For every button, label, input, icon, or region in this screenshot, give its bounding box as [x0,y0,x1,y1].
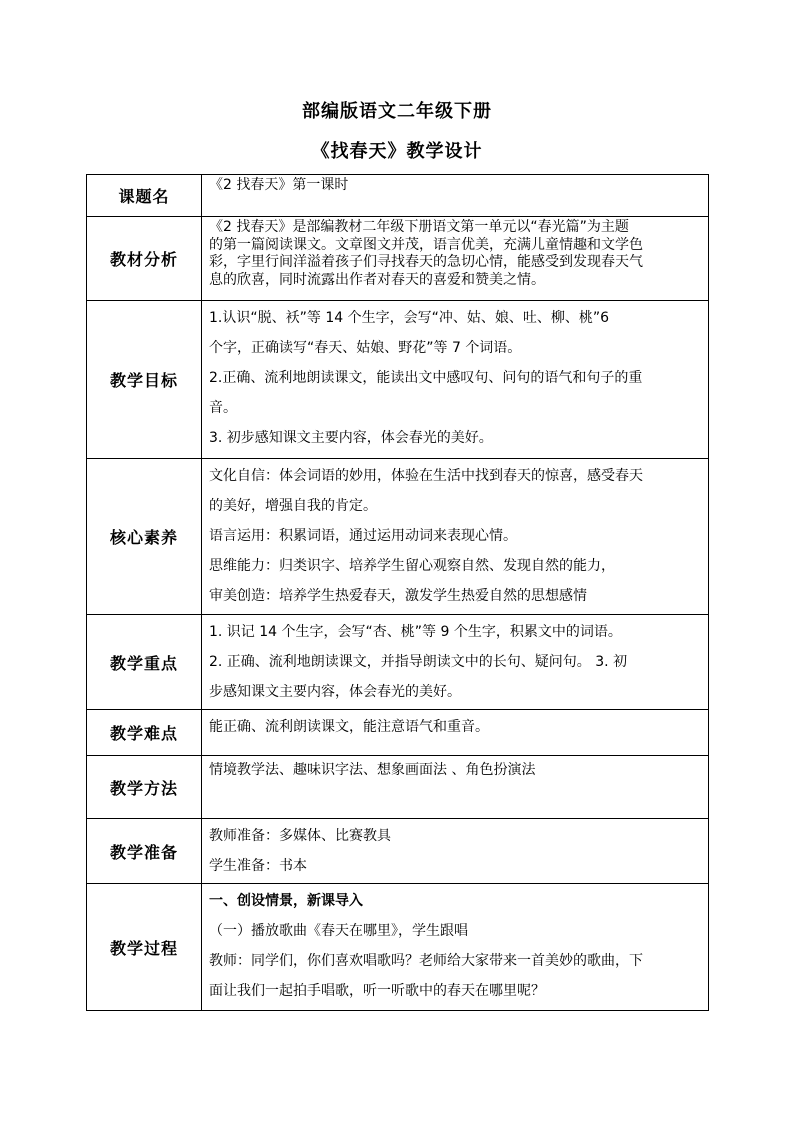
analysis-line: 《2 找春天》是部编教材二年级下册语文第一单元以“春光篇”为主题 [209,219,629,235]
prep-line: 学生准备：书本 [209,858,307,874]
core-label: 核心素养 [87,459,202,615]
document-subtitle: 《找春天》教学设计 [311,141,483,162]
topic-line: 《2 找春天》第一课时 [209,177,349,193]
analysis-content [202,217,709,301]
key-line: 1. 识记 14 个生字，会写“杏、桃”等 9 个生字，积累文中的词语。 [209,624,622,640]
process-content [202,884,709,1011]
row-key [87,615,709,710]
analysis-line: 的第一篇阅读课文。文章图文并茂，语言优美，充满儿童情趣和文学色 [209,236,643,253]
goals-line: 1.认识“脱、袄”等 14 个生字，会写“冲、姑、娘、吐、柳、桃”6 [209,310,609,326]
method-label: 教学方法 [87,756,202,819]
analysis-line: 息的欣喜，同时流露出作者对春天的喜爱和赞美之情。 [209,271,545,288]
key-line: 2. 正确、流利地朗读课文，并指导朗读文中的长句、疑问句。 3. 初 [209,654,628,670]
goals-line: 音。 [209,400,237,416]
prep-line: 教师准备：多媒体、比赛教具 [209,828,391,844]
analysis-label: 教材分析 [87,217,202,301]
row-core [87,459,709,615]
method-line: 情境教学法、趣味识字法、想象画面法 、角色扮演法 [209,762,536,778]
process-label: 教学过程 [87,884,202,1011]
row-method [87,756,709,819]
goals-label: 教学目标 [87,301,202,459]
row-difficulty [87,710,709,756]
prep-content [202,819,709,884]
core-line: 思维能力：归类识字、培养学生留心观察自然、发现自然的能力， [209,558,615,574]
topic-content [202,175,709,217]
key-label: 教学重点 [87,615,202,710]
core-line: 的美好，增强自我的肯定。 [209,498,377,514]
process-line: （一）播放歌曲《春天在哪里》，学生跟唱 [209,923,468,939]
core-line: 审美创造：培养学生热爱春天，激发学生热爱自然的思想感情 [209,588,587,604]
process-line: 面让我们一起拍手唱歌，听一听歌中的春天在哪里呢？ [209,983,545,999]
goals-content [202,301,709,459]
row-analysis [87,217,709,301]
row-process [87,884,709,1011]
method-content [202,756,709,819]
row-goals [87,301,709,459]
key-content [202,615,709,710]
process-line: 教师：同学们，你们喜欢唱歌吗？老师给大家带来一首美妙的歌曲，下 [209,953,643,969]
difficulty-content [202,710,709,756]
row-prep [87,819,709,884]
difficulty-line: 能正确、流利朗读课文，能注意语气和重音。 [209,719,489,735]
goals-line: 个字，正确读写“春天、姑娘、野花”等 7 个词语。 [209,340,522,356]
topic-label: 课题名 [87,175,202,217]
core-content [202,459,709,615]
row-topic [87,175,709,217]
goals-line: 3. 初步感知课文主要内容，体会春光的美好。 [209,430,493,446]
lesson-plan-table [86,174,709,1011]
difficulty-label: 教学难点 [87,710,202,756]
key-line: 步感知课文主要内容，体会春光的美好。 [209,684,461,700]
process-heading: 一、创设情景，新课导入 [209,893,363,909]
goals-line: 2.正确、流利地朗读课文，能读出文中感叹句、问句的语气和句子的重 [209,370,643,386]
core-line: 语言运用：积累词语，通过运用动词来表现心情。 [209,528,517,544]
prep-label: 教学准备 [87,819,202,884]
core-line: 文化自信：体会词语的妙用，体验在生活中找到春天的惊喜，感受春天 [209,468,643,484]
analysis-line: 彩，字里行间洋溢着孩子们寻找春天的急切心情，能感受到发现春天气 [209,254,643,270]
document-title: 部编版语文二年级下册 [302,101,492,122]
